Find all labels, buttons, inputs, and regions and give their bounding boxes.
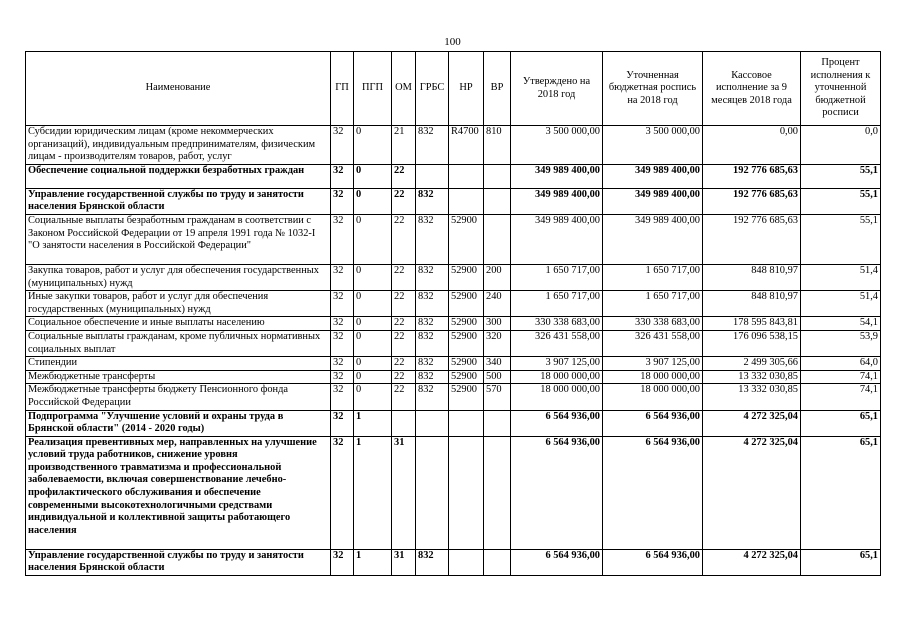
cell-om: 22: [392, 214, 416, 264]
cell-om: 22: [392, 384, 416, 410]
cell-om: 22: [392, 330, 416, 356]
cell-percent: 65,1: [801, 549, 881, 575]
cell-percent: 74,1: [801, 384, 881, 410]
cell-gp: 32: [331, 410, 354, 436]
cell-refined: 6 564 936,00: [603, 436, 703, 549]
cell-percent: 53,9: [801, 330, 881, 356]
cell-name: Субсидии юридическим лицам (кроме некоммерческих организаций), индивидуальным предпринимателям, физическим лицам - производителям товаров, работ, услуг: [26, 126, 331, 165]
cell-approved: 18 000 000,00: [511, 384, 603, 410]
cell-approved: 6 564 936,00: [511, 436, 603, 549]
cell-approved: 6 564 936,00: [511, 549, 603, 575]
header-grbs: ГРБС: [416, 52, 449, 126]
cell-om: 22: [392, 164, 416, 188]
cell-executed: 4 272 325,04: [703, 410, 801, 436]
table-row: [26, 357, 881, 371]
cell-approved: 349 989 400,00: [511, 214, 603, 264]
cell-vr: 320: [484, 330, 511, 356]
cell-vr: [484, 188, 511, 214]
cell-percent: 51,4: [801, 291, 881, 317]
cell-grbs: [416, 164, 449, 188]
cell-np: 52900: [449, 370, 484, 384]
cell-percent: 0,0: [801, 126, 881, 165]
cell-refined: 349 989 400,00: [603, 188, 703, 214]
cell-om: 22: [392, 291, 416, 317]
cell-executed: 4 272 325,04: [703, 549, 801, 575]
cell-np: [449, 436, 484, 549]
cell-vr: [484, 436, 511, 549]
cell-vr: 340: [484, 357, 511, 371]
cell-grbs: 832: [416, 384, 449, 410]
cell-gp: 32: [331, 330, 354, 356]
table-body: [26, 126, 881, 576]
table-row: [26, 549, 881, 575]
table-row: [26, 188, 881, 214]
table-row: [26, 164, 881, 188]
table-row: [26, 330, 881, 356]
cell-ppgp: 0: [354, 214, 392, 264]
cell-ppgp: 0: [354, 357, 392, 371]
cell-grbs: 832: [416, 317, 449, 331]
cell-percent: 55,1: [801, 188, 881, 214]
cell-approved: 3 500 000,00: [511, 126, 603, 165]
cell-np: [449, 164, 484, 188]
cell-np: 52900: [449, 384, 484, 410]
cell-vr: 300: [484, 317, 511, 331]
cell-percent: 65,1: [801, 410, 881, 436]
header-gp: ГП: [331, 52, 354, 126]
cell-np: 52900: [449, 357, 484, 371]
table-row: [26, 214, 881, 264]
cell-vr: 240: [484, 291, 511, 317]
cell-vr: 200: [484, 264, 511, 290]
cell-refined: 18 000 000,00: [603, 370, 703, 384]
cell-om: 22: [392, 188, 416, 214]
cell-gp: 32: [331, 291, 354, 317]
header-vr: ВР: [484, 52, 511, 126]
cell-grbs: 832: [416, 264, 449, 290]
cell-np: [449, 188, 484, 214]
cell-percent: 54,1: [801, 317, 881, 331]
header-om: ОМ: [392, 52, 416, 126]
cell-executed: 176 096 538,15: [703, 330, 801, 356]
cell-om: 22: [392, 357, 416, 371]
cell-refined: 330 338 683,00: [603, 317, 703, 331]
cell-approved: 326 431 558,00: [511, 330, 603, 356]
header-name: Наименование: [26, 52, 331, 126]
cell-executed: 13 332 030,85: [703, 384, 801, 410]
table-row: [26, 317, 881, 331]
cell-percent: 65,1: [801, 436, 881, 549]
cell-name: Иные закупки товаров, работ и услуг для обеспечения государственных (муниципальных) нужд: [26, 291, 331, 317]
table-row: [26, 410, 881, 436]
cell-grbs: 832: [416, 357, 449, 371]
cell-approved: 6 564 936,00: [511, 410, 603, 436]
cell-np: 52900: [449, 264, 484, 290]
page-number: 100: [444, 36, 461, 48]
cell-grbs: 832: [416, 188, 449, 214]
cell-ppgp: 0: [354, 264, 392, 290]
cell-vr: [484, 164, 511, 188]
header-np: НР: [449, 52, 484, 126]
header-percent: Процент исполнения к уточненной бюджетной росписи: [801, 52, 881, 126]
cell-executed: 848 810,97: [703, 291, 801, 317]
cell-approved: 1 650 717,00: [511, 264, 603, 290]
table-row: [26, 436, 881, 549]
cell-vr: 810: [484, 126, 511, 165]
cell-gp: 32: [331, 384, 354, 410]
cell-percent: 51,4: [801, 264, 881, 290]
cell-executed: 192 776 685,63: [703, 188, 801, 214]
cell-vr: 500: [484, 370, 511, 384]
cell-grbs: 832: [416, 214, 449, 264]
cell-gp: 32: [331, 317, 354, 331]
header-ppgp: ПГП: [354, 52, 392, 126]
cell-name: Социальные выплаты безработным гражданам в соответствии с Законом Российской Федерации от 19 апреля 1991 года № 1032-I "О занятости населения в Российской Федерации": [26, 214, 331, 264]
cell-name: Межбюджетные трансферты: [26, 370, 331, 384]
cell-refined: 326 431 558,00: [603, 330, 703, 356]
cell-ppgp: 0: [354, 188, 392, 214]
cell-name: Закупка товаров, работ и услуг для обеспечения государственных (муниципальных) нужд: [26, 264, 331, 290]
cell-vr: [484, 549, 511, 575]
cell-np: R4700: [449, 126, 484, 165]
cell-gp: 32: [331, 370, 354, 384]
cell-name: Реализация превентивных мер, направленных на улучшение условий труда работников, снижение уровня производственного травматизма и профессиональной заболеваемости, включая совершенствование лечебно-профилактического обслуживания и обеспечение современными высокотехнологичными средствами индивидуальной и коллективной защиты работающего населения: [26, 436, 331, 549]
cell-name: Обеспечение социальной поддержки безработных граждан: [26, 164, 331, 188]
cell-percent: 74,1: [801, 370, 881, 384]
cell-approved: 330 338 683,00: [511, 317, 603, 331]
cell-grbs: [416, 410, 449, 436]
cell-grbs: 832: [416, 126, 449, 165]
cell-executed: 192 776 685,63: [703, 164, 801, 188]
cell-name: Стипендии: [26, 357, 331, 371]
cell-percent: 55,1: [801, 164, 881, 188]
cell-np: 52900: [449, 317, 484, 331]
cell-gp: 32: [331, 357, 354, 371]
cell-om: 31: [392, 436, 416, 549]
cell-ppgp: 0: [354, 291, 392, 317]
cell-approved: 18 000 000,00: [511, 370, 603, 384]
cell-om: 22: [392, 317, 416, 331]
header-refined: Уточненная бюджетная роспись на 2018 год: [603, 52, 703, 126]
header-approved: Утверждено на 2018 год: [511, 52, 603, 126]
table-header-row: [26, 52, 881, 126]
cell-vr: [484, 410, 511, 436]
cell-refined: 3 907 125,00: [603, 357, 703, 371]
cell-gp: 32: [331, 549, 354, 575]
cell-np: 52900: [449, 214, 484, 264]
cell-refined: 349 989 400,00: [603, 164, 703, 188]
table-row: [26, 126, 881, 165]
cell-approved: 349 989 400,00: [511, 188, 603, 214]
cell-executed: 4 272 325,04: [703, 436, 801, 549]
budget-table: [25, 51, 881, 576]
cell-gp: 32: [331, 188, 354, 214]
header-executed: Кассовое исполнение за 9 месяцев 2018 года: [703, 52, 801, 126]
cell-executed: 2 499 305,66: [703, 357, 801, 371]
cell-om: 31: [392, 549, 416, 575]
cell-ppgp: 0: [354, 370, 392, 384]
cell-gp: 32: [331, 436, 354, 549]
cell-vr: 570: [484, 384, 511, 410]
cell-om: 22: [392, 264, 416, 290]
cell-name: Подпрограмма "Улучшение условий и охраны труда в Брянской области" (2014 - 2020 годы): [26, 410, 331, 436]
cell-grbs: 832: [416, 549, 449, 575]
cell-gp: 32: [331, 164, 354, 188]
cell-gp: 32: [331, 214, 354, 264]
cell-np: 52900: [449, 330, 484, 356]
cell-gp: 32: [331, 126, 354, 165]
cell-om: 21: [392, 126, 416, 165]
cell-grbs: 832: [416, 370, 449, 384]
cell-vr: [484, 214, 511, 264]
cell-executed: 13 332 030,85: [703, 370, 801, 384]
cell-ppgp: 0: [354, 330, 392, 356]
cell-ppgp: 1: [354, 549, 392, 575]
cell-np: [449, 549, 484, 575]
cell-name: Социальные выплаты гражданам, кроме публичных нормативных социальных выплат: [26, 330, 331, 356]
cell-grbs: 832: [416, 291, 449, 317]
cell-approved: 3 907 125,00: [511, 357, 603, 371]
cell-refined: 1 650 717,00: [603, 264, 703, 290]
cell-executed: 192 776 685,63: [703, 214, 801, 264]
cell-np: 52900: [449, 291, 484, 317]
cell-executed: 848 810,97: [703, 264, 801, 290]
cell-percent: 64,0: [801, 357, 881, 371]
cell-ppgp: 1: [354, 410, 392, 436]
cell-percent: 55,1: [801, 214, 881, 264]
cell-gp: 32: [331, 264, 354, 290]
cell-refined: 349 989 400,00: [603, 214, 703, 264]
cell-om: 22: [392, 370, 416, 384]
cell-ppgp: 0: [354, 164, 392, 188]
cell-ppgp: 1: [354, 436, 392, 549]
cell-executed: 178 595 843,81: [703, 317, 801, 331]
cell-refined: 6 564 936,00: [603, 410, 703, 436]
cell-name: Управление государственной службы по труду и занятости населения Брянской области: [26, 188, 331, 214]
cell-name: Межбюджетные трансферты бюджету Пенсионного фонда Российской Федерации: [26, 384, 331, 410]
cell-refined: 1 650 717,00: [603, 291, 703, 317]
cell-grbs: 832: [416, 330, 449, 356]
cell-approved: 349 989 400,00: [511, 164, 603, 188]
cell-ppgp: 0: [354, 384, 392, 410]
cell-name: Социальное обеспечение и иные выплаты населению: [26, 317, 331, 331]
table-row: [26, 291, 881, 317]
cell-approved: 1 650 717,00: [511, 291, 603, 317]
cell-om: [392, 410, 416, 436]
cell-refined: 18 000 000,00: [603, 384, 703, 410]
cell-grbs: [416, 436, 449, 549]
cell-name: Управление государственной службы по труду и занятости населения Брянской области: [26, 549, 331, 575]
cell-refined: 6 564 936,00: [603, 549, 703, 575]
table-row: [26, 264, 881, 290]
table-row: [26, 370, 881, 384]
cell-ppgp: 0: [354, 126, 392, 165]
cell-refined: 3 500 000,00: [603, 126, 703, 165]
table-row: [26, 384, 881, 410]
cell-executed: 0,00: [703, 126, 801, 165]
cell-np: [449, 410, 484, 436]
cell-ppgp: 0: [354, 317, 392, 331]
